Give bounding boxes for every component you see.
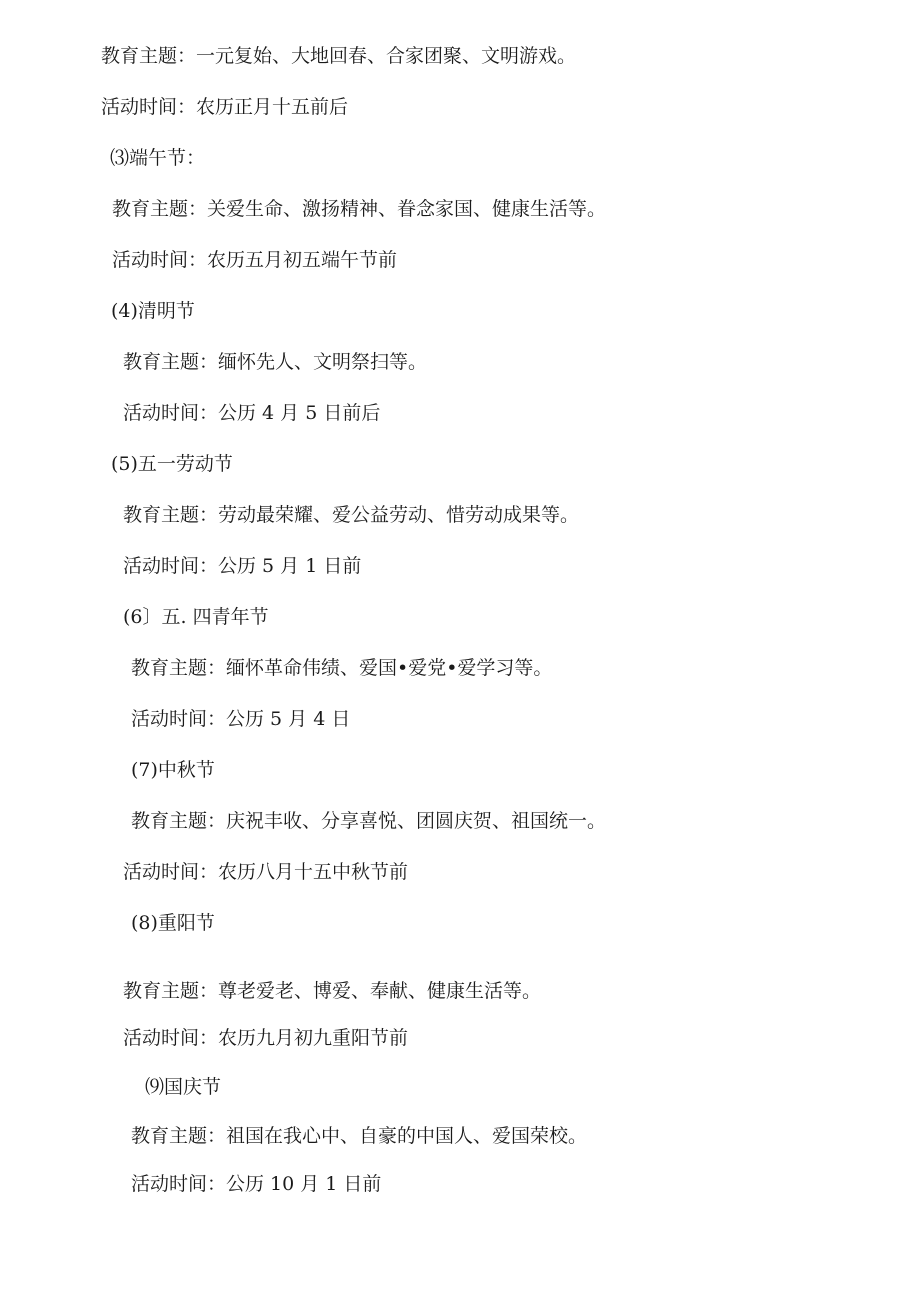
section-heading-double-ninth: (8)重阳节 bbox=[131, 912, 215, 934]
section-heading-qingming: (4)清明节 bbox=[111, 300, 195, 322]
labor-day-time: 活动时间：公历 5 月 1 日前 bbox=[123, 555, 362, 577]
section-heading-dragon-boat: ⑶端午节： bbox=[110, 147, 206, 169]
mid-autumn-time: 活动时间：农历八月十五中秋节前 bbox=[123, 861, 409, 883]
mid-autumn-theme: 教育主题：庆祝丰收、分享喜悦、团圆庆贺、祖国统一。 bbox=[131, 810, 607, 832]
section-heading-youth-day: (6〕五. 四青年节 bbox=[123, 606, 269, 628]
qingming-theme: 教育主题：缅怀先人、文明祭扫等。 bbox=[123, 351, 428, 373]
labor-day-theme: 教育主题：劳动最荣耀、爱公益劳动、惜劳动成果等。 bbox=[123, 504, 580, 526]
dragon-boat-theme: 教育主题：关爱生命、激扬精神、眷念家国、健康生活等。 bbox=[112, 198, 607, 220]
qingming-time: 活动时间：公历 4 月 5 日前后 bbox=[123, 402, 381, 424]
section-heading-national-day: ⑼国庆节 bbox=[145, 1076, 222, 1098]
section-heading-mid-autumn: (7)中秋节 bbox=[131, 759, 215, 781]
dragon-boat-time: 活动时间：农历五月初五端午节前 bbox=[112, 249, 398, 271]
double-ninth-time: 活动时间：农历九月初九重阳节前 bbox=[123, 1027, 409, 1049]
youth-day-time: 活动时间：公历 5 月 4 日 bbox=[131, 708, 351, 730]
spring-festival-theme: 教育主题：一元复始、大地回春、合家团聚、文明游戏。 bbox=[101, 45, 577, 67]
double-ninth-theme: 教育主题：尊老爱老、博爱、奉献、健康生活等。 bbox=[123, 980, 542, 1002]
section-heading-labor-day: (5)五一劳动节 bbox=[111, 453, 233, 475]
national-day-time: 活动时间：公历 10 月 1 日前 bbox=[131, 1173, 382, 1195]
national-day-theme: 教育主题：祖国在我心中、自豪的中国人、爱国荣校。 bbox=[131, 1125, 588, 1147]
youth-day-theme: 教育主题：缅怀革命伟绩、爱国•爱党•爱学习等。 bbox=[131, 657, 553, 679]
spring-festival-time: 活动时间：农历正月十五前后 bbox=[101, 96, 349, 118]
